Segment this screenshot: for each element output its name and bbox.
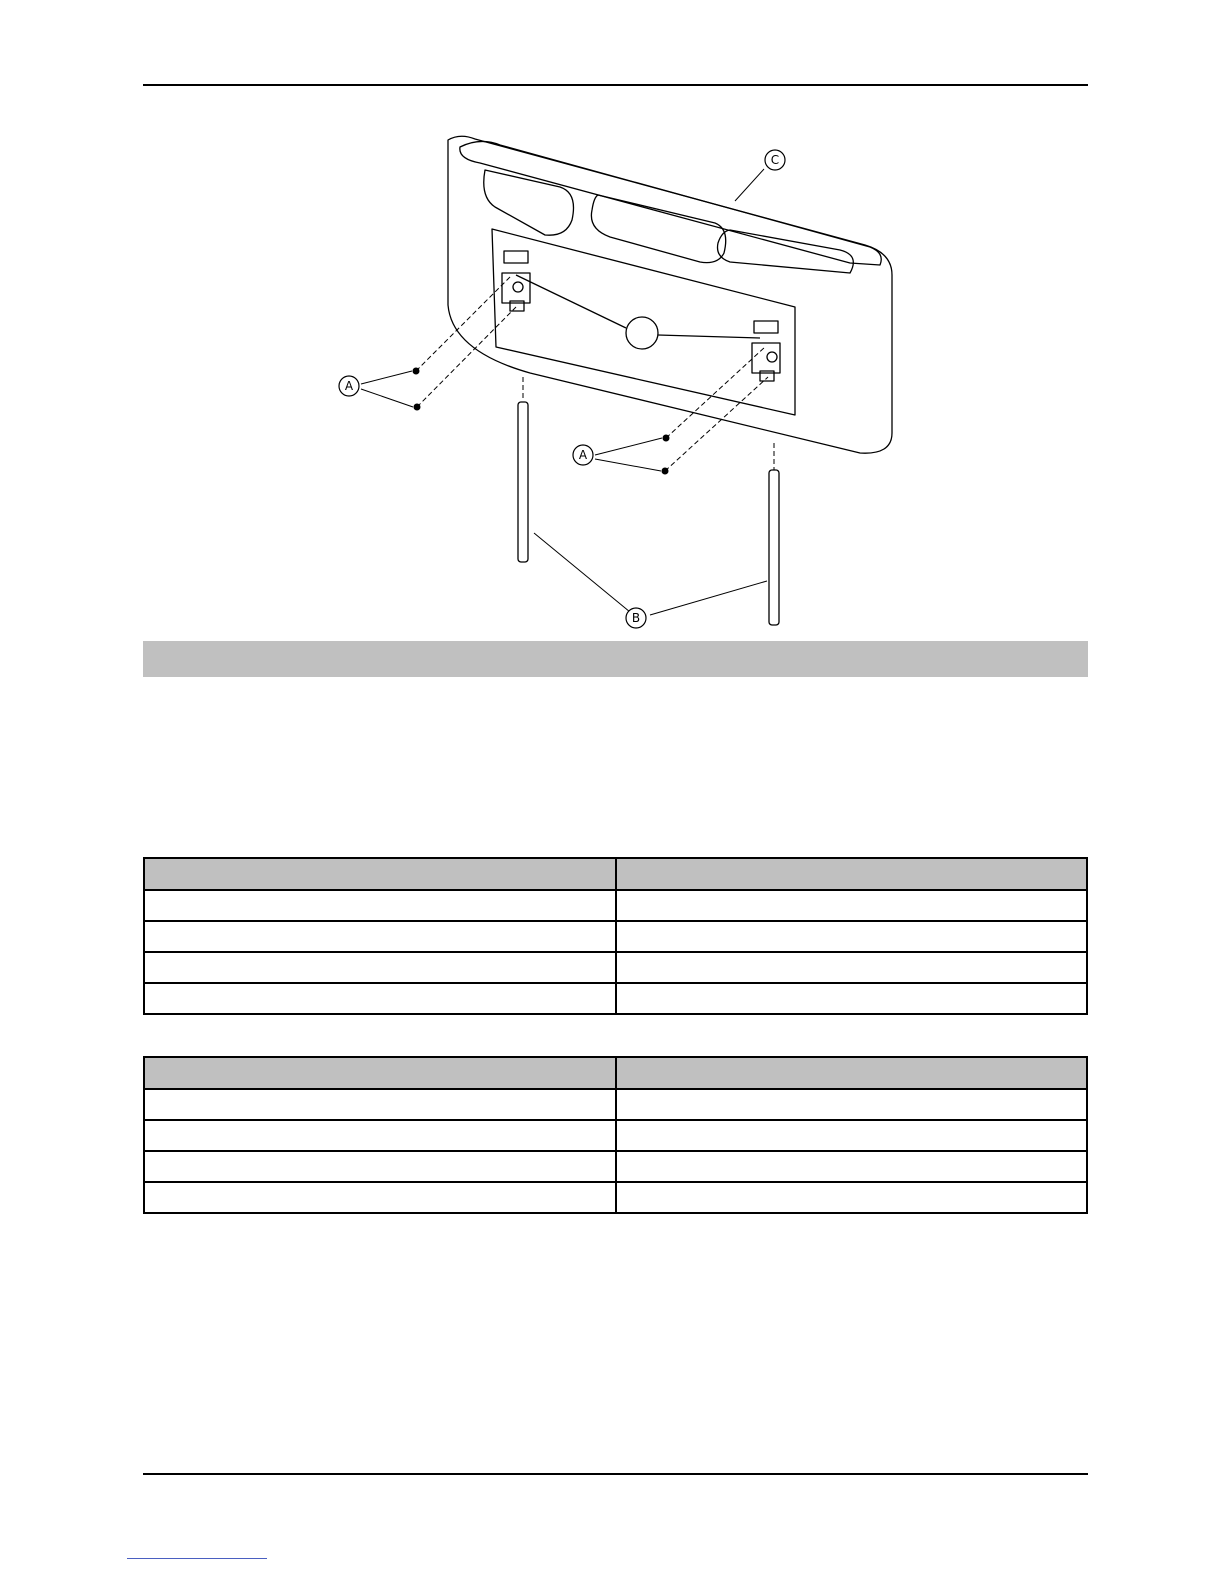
table-header-row xyxy=(144,858,1087,890)
callout-a-left: A xyxy=(344,379,354,393)
headboard-body xyxy=(448,136,892,453)
table-row xyxy=(144,921,1087,952)
table-header-cell xyxy=(616,1057,1088,1089)
table-cell xyxy=(144,952,616,983)
mounting-panel xyxy=(492,229,795,415)
center-hole xyxy=(626,317,658,349)
table-row xyxy=(144,952,1087,983)
table-cell xyxy=(144,1151,616,1182)
table-row xyxy=(144,1120,1087,1151)
table-header-cell xyxy=(616,858,1088,890)
footer-rule xyxy=(143,1473,1088,1475)
parts-table-1 xyxy=(143,857,1088,1015)
table-header-cell xyxy=(144,858,616,890)
header-rule xyxy=(143,84,1088,86)
parts-table-2 xyxy=(143,1056,1088,1214)
headboard-assembly-diagram xyxy=(320,125,920,635)
handle-opening-left xyxy=(484,170,574,235)
table-row xyxy=(144,890,1087,921)
table-row xyxy=(144,1182,1087,1213)
table-row xyxy=(144,983,1087,1014)
post-right xyxy=(769,470,779,625)
table-row xyxy=(144,1151,1087,1182)
table-cell xyxy=(616,890,1088,921)
table-cell xyxy=(616,1089,1088,1120)
callout-c: C xyxy=(770,153,780,167)
table-header-row xyxy=(144,1057,1087,1089)
post-left xyxy=(518,402,528,562)
table-cell xyxy=(616,983,1088,1014)
table-cell xyxy=(144,921,616,952)
section-heading-bar xyxy=(143,641,1088,677)
table-cell xyxy=(144,1089,616,1120)
table-cell xyxy=(616,1182,1088,1213)
callout-b: B xyxy=(631,611,641,625)
handle-opening-center xyxy=(591,195,725,263)
table-cell xyxy=(616,1151,1088,1182)
table-cell xyxy=(144,983,616,1014)
table-header-cell xyxy=(144,1057,616,1089)
table-cell xyxy=(144,1182,616,1213)
table-cell xyxy=(144,890,616,921)
table-row xyxy=(144,1089,1087,1120)
table-cell xyxy=(616,1120,1088,1151)
footer-link-underline[interactable] xyxy=(127,1558,267,1559)
table-cell xyxy=(616,921,1088,952)
right-bracket xyxy=(752,343,780,373)
table-cell xyxy=(144,1120,616,1151)
callout-a-right: A xyxy=(578,448,588,462)
table-cell xyxy=(616,952,1088,983)
left-bracket xyxy=(502,273,530,303)
